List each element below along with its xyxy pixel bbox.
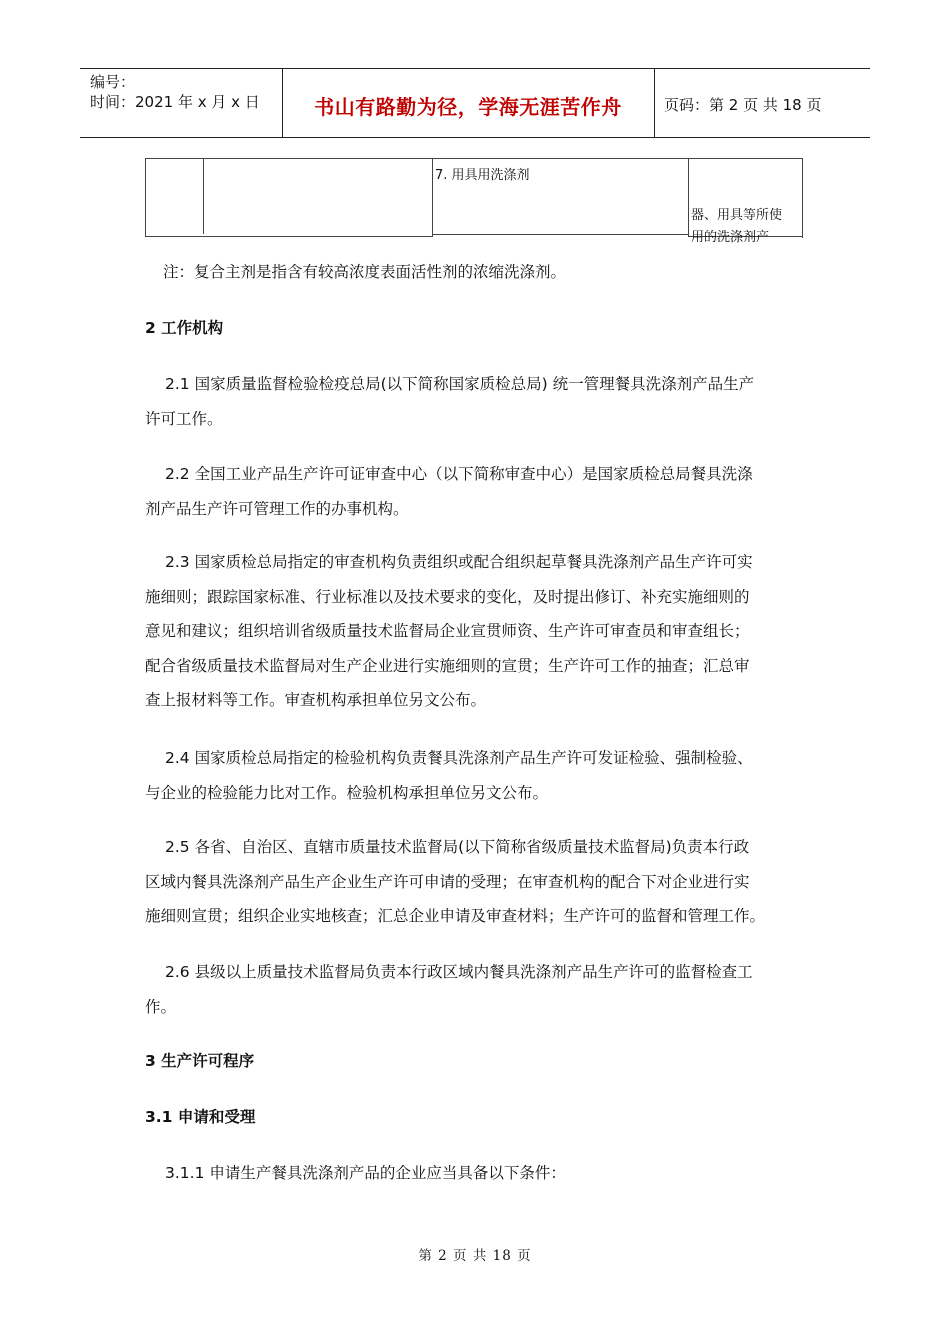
paragraph-line: 3.1.1 申请生产餐具洗涤剂产品的企业应当具备以下条件： [165, 1164, 566, 1182]
paragraph-2-6 [145, 955, 810, 1024]
paragraph-line: 2.1 国家质量监督检验检疫总局(以下简称国家质检总局) 统一管理餐具洗涤剂产品生产 [165, 375, 755, 393]
paragraph-line: 剂产品生产许可管理工作的办事机构。 [145, 499, 409, 518]
table-border-left [145, 158, 146, 237]
page-footer: 第 2 页 共 18 页 [418, 1248, 532, 1264]
header-motto-cell [282, 69, 655, 137]
document-date: 时间：2021 年 x 月 x 日 [90, 93, 260, 111]
paragraph-2-3 [145, 545, 810, 718]
paragraph-line: 2.3 国家质检总局指定的审查机构负责组织或配合组织起草餐具洗涤剂产品生产许可实 [165, 553, 753, 571]
section-heading: 2 工作机构 [145, 319, 224, 337]
table-border-bottom [145, 236, 432, 237]
paragraph-line: 查上报材料等工作。审查机构承担单位另文公布。 [145, 691, 487, 709]
product-table-fragment [145, 158, 803, 245]
header-motto: 书山有路勤为径，学海无涯苦作舟 [314, 95, 622, 119]
paragraph-line: 区域内餐具洗涤剂产品生产企业生产许可申请的受理；在审查机构的配合下对企业进行实 [145, 872, 750, 891]
table-border-bottom [432, 234, 688, 235]
paragraph-2-5 [145, 830, 810, 934]
subsection-heading: 3.1 申请和受理 [145, 1108, 256, 1126]
table-col-divider [432, 158, 433, 237]
table-border-right [802, 158, 803, 238]
header-page-info: 页码：第 2 页 共 18 页 [664, 96, 822, 114]
paragraph-line: 意见和建议；组织培训省级质量技术监督局企业宣贯师资、生产许可审查员和审查组长； [145, 622, 750, 640]
table-border-top [145, 158, 803, 159]
paragraph-line: 与企业的检验能力比对工作。检验机构承担单位另文公布。 [145, 783, 549, 802]
paragraph-line: 作。 [145, 997, 177, 1016]
paragraph-2-4 [145, 741, 810, 810]
header-meta-cell [80, 69, 283, 137]
section-heading: 3 生产许可程序 [145, 1052, 255, 1070]
paragraph-2-1 [145, 367, 810, 436]
paragraph-line: 2.5 各省、自治区、直辖市质量技术监督局(以下简称省级质量技术监督局)负责本行政 [165, 838, 750, 856]
paragraph-line: 施细则宣贯；组织企业实地核查；汇总企业申请及审查材料；生产许可的监督和管理工作。 [145, 907, 766, 925]
page-header [80, 68, 870, 138]
paragraph-line: 许可工作。 [145, 409, 223, 428]
table-cell-desc: 用的洗涤剂产 [691, 230, 770, 245]
paragraph-line: 配合省级质量技术监督局对生产企业进行实施细则的宣贯；生产许可工作的抽查；汇总审 [145, 656, 750, 675]
table-cell-item: 7. 用具用洗涤剂 [435, 168, 530, 183]
paragraph-line: 施细则；跟踪国家标准、行业标准以及技术要求的变化，及时提出修订、补充实施细则的 [145, 587, 750, 606]
table-col-divider [688, 158, 689, 236]
table-col-divider [203, 158, 204, 234]
paragraph-2-2 [145, 457, 810, 526]
table-note: 注：复合主剂是指含有较高浓度表面活性剂的浓缩洗涤剂。 [163, 263, 567, 281]
table-cell-desc: 器、用具等所使 [691, 208, 783, 223]
document-number-label: 编号： [90, 73, 136, 91]
header-page-cell [654, 69, 870, 137]
paragraph-line: 2.4 国家质检总局指定的检验机构负责餐具洗涤剂产品生产许可发证检验、强制检验、 [165, 749, 753, 767]
paragraph-line: 2.6 县级以上质量技术监督局负责本行政区域内餐具洗涤剂产品生产许可的监督检查工 [165, 963, 753, 981]
paragraph-line: 2.2 全国工业产品生产许可证审查中心（以下简称审查中心）是国家质检总局餐具洗涤 [165, 465, 753, 483]
paragraph-3-1-1 [145, 1156, 810, 1191]
